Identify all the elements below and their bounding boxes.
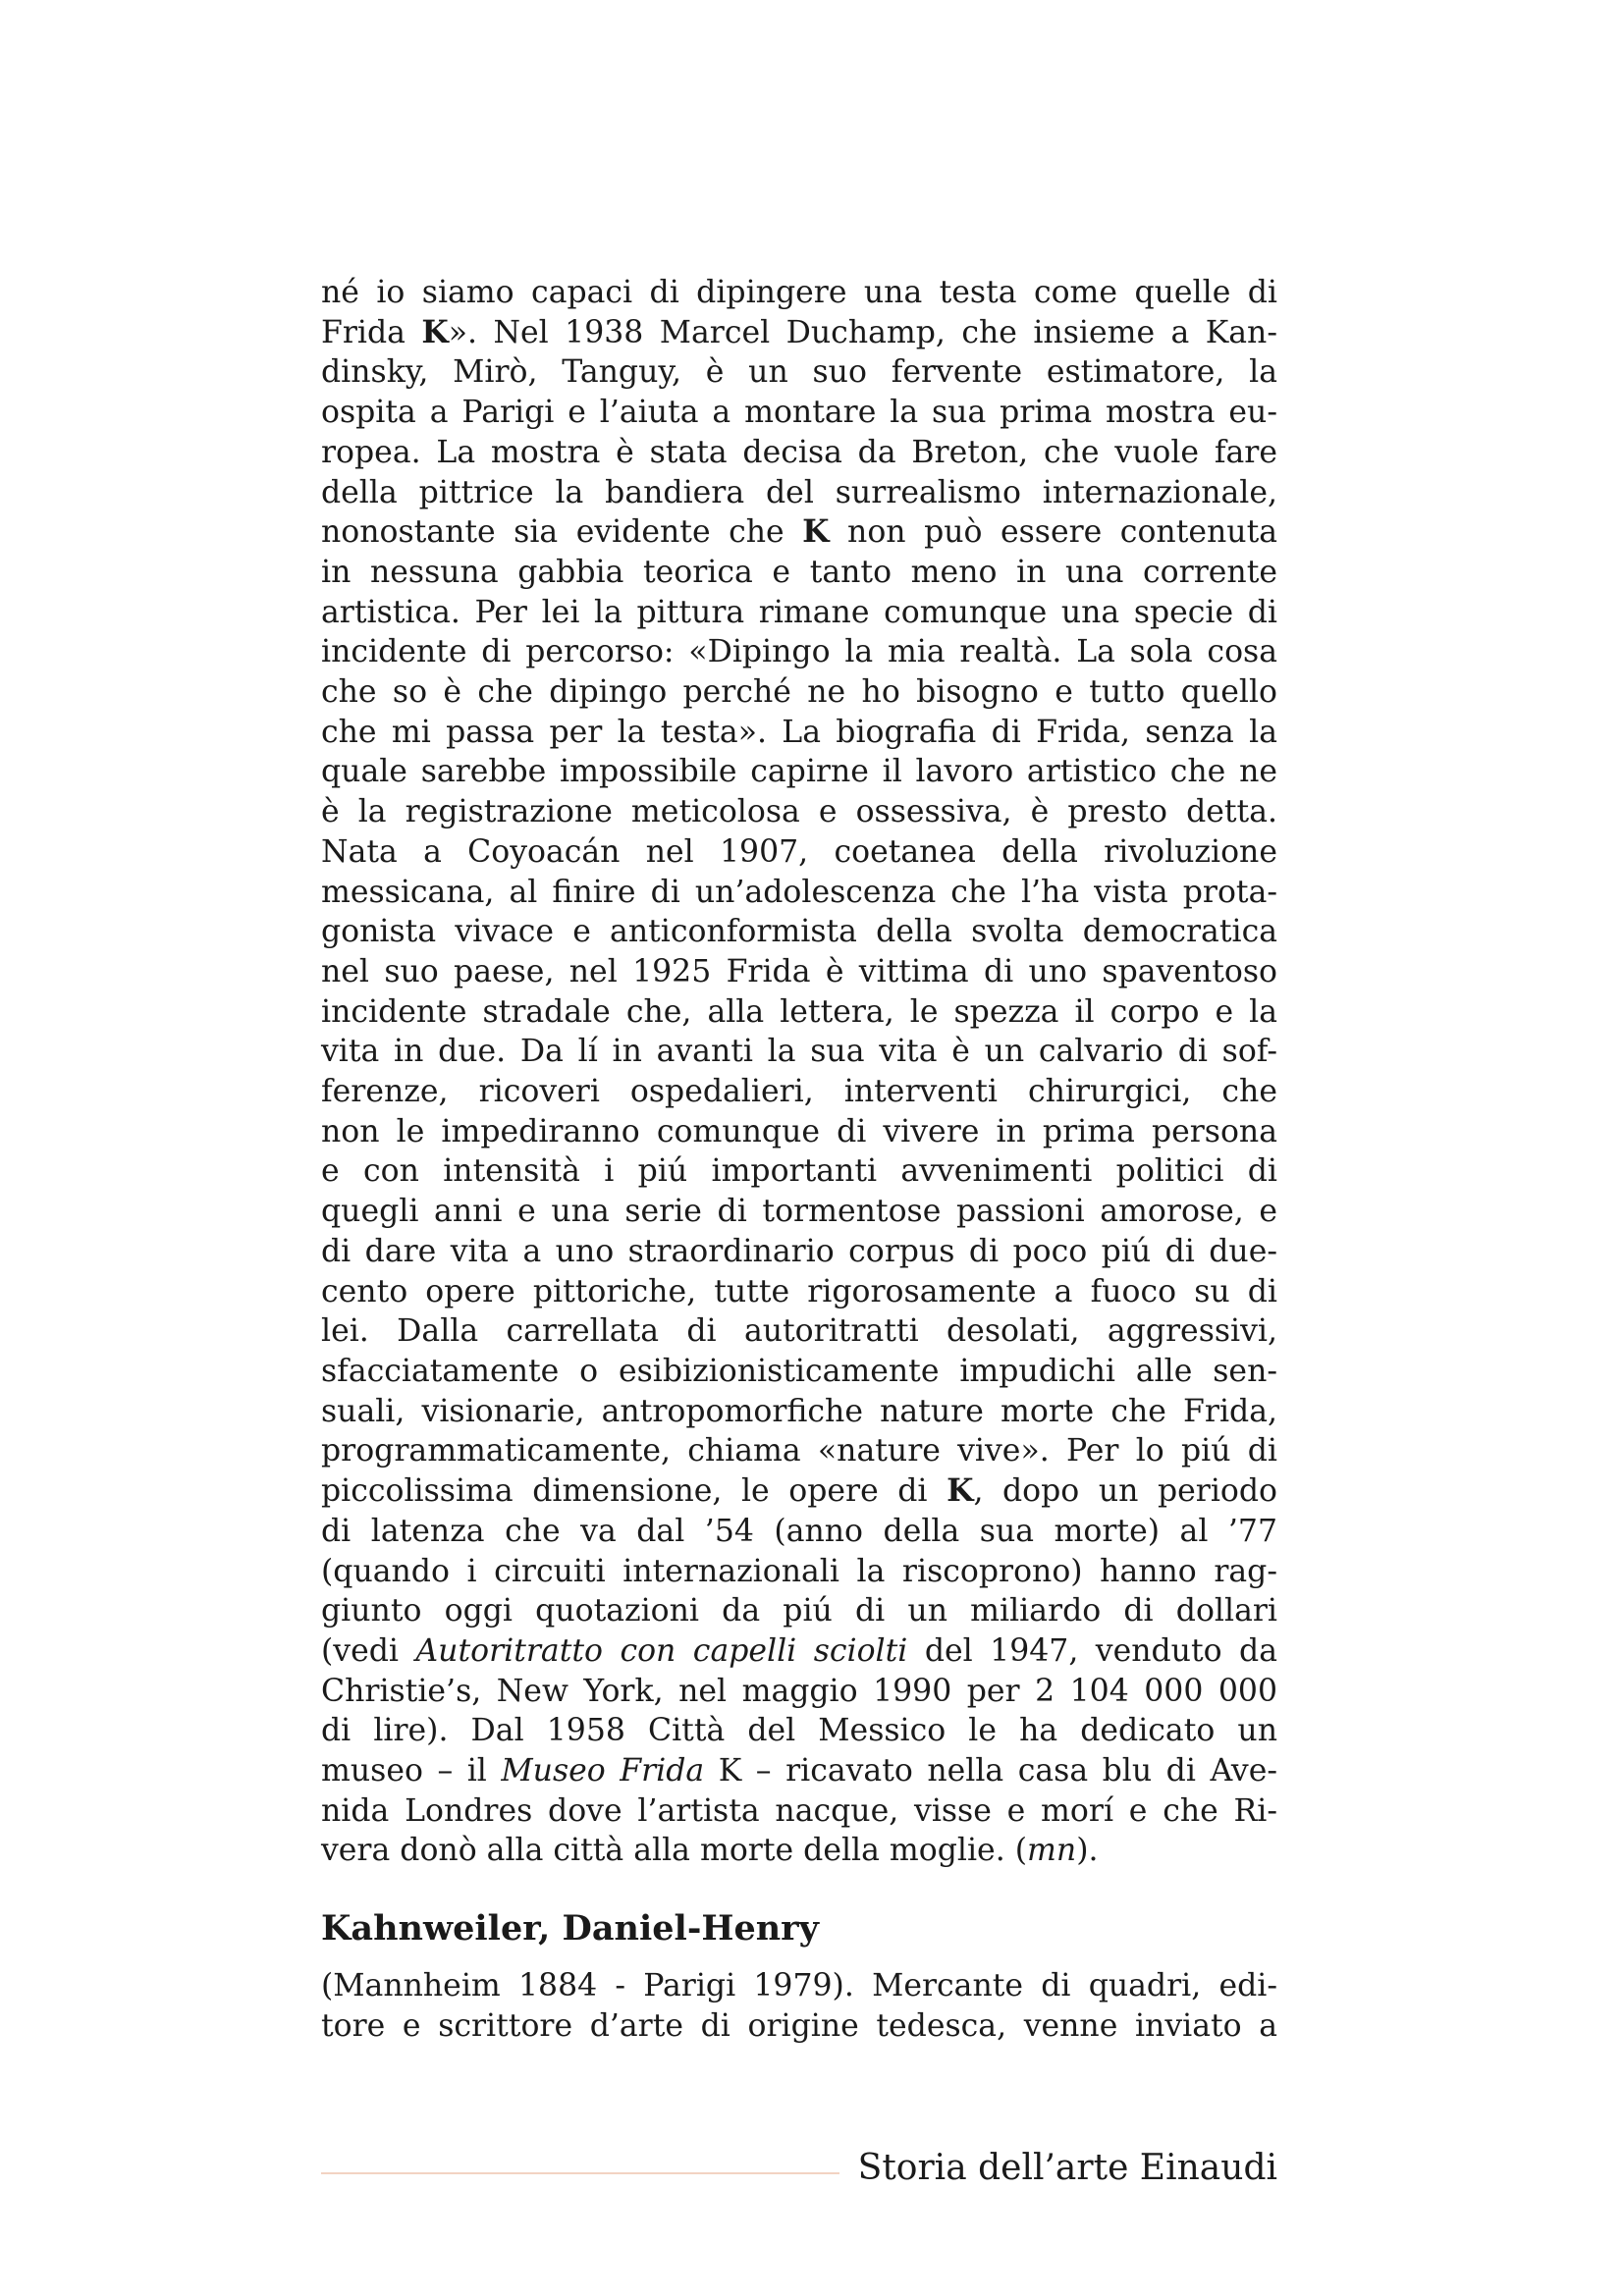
text-span: non le impediranno comunque di vivere in prima persona [321, 1113, 1277, 1149]
text-span: gonista vivace e anticonformista della svolta democratica [321, 914, 1277, 950]
text-span: , dopo un periodo [973, 1473, 1277, 1510]
footer-title: Storia dell’arte Einaudi [857, 2148, 1277, 2188]
italic-text: Autoritratto con capelli sciolti [415, 1632, 908, 1669]
text-span: di latenza che va dal ’54 (anno della sua morte) al ’77 [321, 1513, 1277, 1549]
text-line [321, 1072, 1277, 1112]
text-line [321, 352, 1277, 393]
text-line [321, 512, 1277, 553]
text-line [321, 1631, 1277, 1672]
text-span: (quando i circuiti internazionali la riscoprono) hanno rag- [321, 1553, 1277, 1589]
text-line [321, 792, 1277, 832]
text-line [321, 1032, 1277, 1072]
text-span: di lire). Dal 1958 Città del Messico le ha dedicato un [321, 1713, 1277, 1749]
text-span: messicana, al finire di un’adolescenza che l’ha vista prota- [321, 874, 1277, 910]
text-line [321, 1966, 1277, 2006]
text-line [321, 992, 1277, 1033]
text-line [321, 873, 1277, 913]
text-span: programmaticamente, chiama «nature vive». Per lo piú di [321, 1433, 1277, 1469]
text-line [321, 952, 1277, 992]
text-span: ». Nel 1938 Marcel Duchamp, che insieme a Kan- [448, 314, 1277, 350]
text-line [321, 2006, 1277, 2047]
italic-text: mn [1027, 1833, 1077, 1869]
text-span: piccolissima dimensione, le opere di [321, 1473, 947, 1510]
text-line [321, 912, 1277, 952]
text-span: K – ricavato nella casa blu di Ave- [704, 1753, 1277, 1789]
text-line [321, 1591, 1277, 1631]
text-span: vera donò alla città alla morte della moglie. ( [321, 1833, 1028, 1869]
text-span: Christie’s, New York, nel maggio 1990 per 2 104 000 000 [321, 1673, 1277, 1709]
italic-text: Museo Frida [501, 1753, 705, 1789]
text-span: nida Londres dove l’artista nacque, visse e morí e che Ri- [321, 1792, 1277, 1829]
text-span: Frida [321, 314, 422, 350]
text-line [321, 1112, 1277, 1152]
bold-abbreviation: K [802, 513, 830, 551]
text-line [321, 1232, 1277, 1272]
text-line [321, 1192, 1277, 1232]
text-span: che so è che dipingo perché ne ho bisogno e tutto quello [321, 674, 1277, 711]
text-span: incidente stradale che, alla lettera, le spezza il corpo e la [321, 993, 1277, 1030]
text-line [321, 1272, 1277, 1312]
text-line [321, 1512, 1277, 1552]
text-span: museo – il [321, 1753, 502, 1789]
text-span: cento opere pittoriche, tutte rigorosamente a fuoco su di [321, 1273, 1277, 1309]
text-span: ferenze, ricoveri ospedalieri, interventi chirurgici, che [321, 1074, 1277, 1110]
text-span: che mi passa per la testa». La biografia di Frida, senza la [321, 714, 1277, 750]
text-span: quegli anni e una serie di tormentose passioni amorose, e [321, 1194, 1277, 1230]
text-span: lei. Dalla carrellata di autoritratti desolati, aggressivi, [321, 1313, 1277, 1350]
text-line [321, 1672, 1277, 1712]
text-line [321, 433, 1277, 473]
text-line [321, 632, 1277, 672]
text-line [321, 1431, 1277, 1471]
text-line [321, 1552, 1277, 1592]
text-span: giunto oggi quotazioni da piú di un miliardo di dollari [321, 1593, 1277, 1629]
text-span: dinsky, Mirò, Tanguy, è un suo fervente estimatore, la [321, 354, 1277, 391]
text-span: nonostante sia evidente che [321, 514, 803, 551]
text-span: incidente di percorso: «Dipingo la mia realtà. La sola cosa [321, 634, 1277, 670]
body-text [321, 273, 1277, 1871]
text-line [321, 1791, 1277, 1832]
text-line [321, 1311, 1277, 1352]
text-span: artistica. Per lei la pittura rimane comunque una specie di [321, 594, 1277, 630]
text-line [321, 593, 1277, 633]
bold-abbreviation: K [421, 313, 449, 350]
text-line [321, 1392, 1277, 1432]
text-span: ropea. La mostra è stata decisa da Breton, che vuole fare [321, 434, 1277, 470]
text-line [321, 672, 1277, 713]
text-span: Nata a Coyoacán nel 1907, coetanea della rivoluzione [321, 833, 1277, 870]
text-span: della pittrice la bandiera del surrealismo internazionale, [321, 474, 1277, 510]
text-line [321, 832, 1277, 873]
text-line [321, 273, 1277, 313]
text-line [321, 553, 1277, 593]
text-line [321, 1151, 1277, 1192]
text-span: non può essere contenuta [829, 514, 1278, 551]
footer-rule [321, 2172, 839, 2174]
text-line [321, 713, 1277, 753]
text-span: vita in due. Da lí in avanti la sua vita è un calvario di sof- [321, 1034, 1277, 1070]
text-span: di dare vita a uno straordinario corpus di poco piú di due- [321, 1233, 1277, 1269]
text-span: nel suo paese, nel 1925 Frida è vittima di uno spaventoso [321, 953, 1277, 989]
text-line [321, 752, 1277, 792]
text-line [321, 1711, 1277, 1751]
text-span: quale sarebbe impossibile capirne il lavoro artistico che ne [321, 754, 1277, 790]
text-span: (vedi [321, 1632, 416, 1669]
entry-heading: Kahnweiler, Daniel-Henry [321, 1908, 819, 1949]
text-span: è la registrazione meticolosa e ossessiva, è presto detta. [321, 794, 1277, 830]
text-span: ospita a Parigi e l’aiuta a montare la sua prima mostra eu- [321, 395, 1277, 431]
text-span: del 1947, venduto da [907, 1632, 1277, 1669]
text-line [321, 313, 1277, 353]
text-line [321, 1831, 1277, 1871]
entry-text [321, 1966, 1277, 2046]
text-line [321, 1751, 1277, 1791]
text-span: (Mannheim 1884 - Parigi 1979). Mercante di quadri, edi- [321, 1968, 1277, 2003]
text-line [321, 393, 1277, 433]
text-span: e con intensità i piú importanti avvenimenti politici di [321, 1153, 1277, 1190]
text-span: in nessuna gabbia teorica e tanto meno in una corrente [321, 554, 1277, 590]
text-line [321, 1471, 1277, 1512]
text-span: né io siamo capaci di dipingere una testa come quelle di [321, 275, 1277, 310]
text-span: sfacciatamente o esibizionisticamente impudichi alle sen- [321, 1353, 1277, 1389]
text-line [321, 473, 1277, 513]
text-span: tore e scrittore d’arte di origine tedesca, venne inviato a [321, 2007, 1277, 2044]
text-line [321, 1352, 1277, 1392]
text-span: ). [1076, 1833, 1099, 1869]
bold-abbreviation: K [947, 1472, 974, 1510]
text-span: suali, visionarie, antropomorfiche nature morte che Frida, [321, 1393, 1277, 1429]
